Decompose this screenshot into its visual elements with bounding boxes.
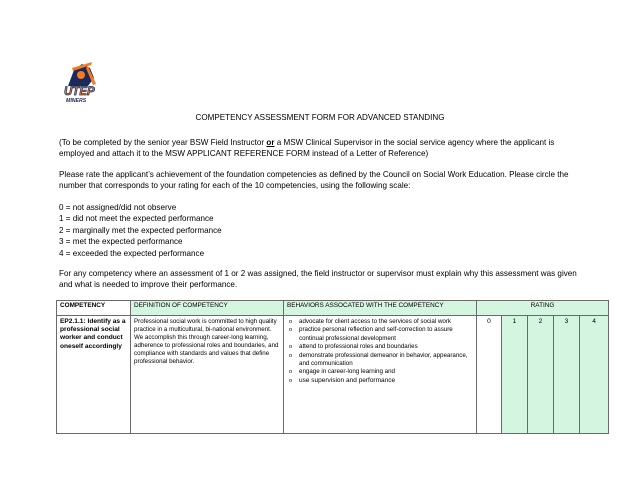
- scale-item: 3 = met the expected performance: [59, 237, 183, 247]
- behavior-item: o use supervision and performance: [287, 377, 473, 385]
- scale-item: 0 = not assigned/did not observe: [59, 203, 177, 212]
- definition-cell: Professional social work is committed to high quality practice in a multicultural, bi-national environment. We accomplish this through career-long learning, adherence to professional roles and boundaries, and compliance with standards and values that define professional behavior.: [131, 316, 284, 434]
- header-rating: RATING: [477, 301, 609, 316]
- utep-miners-logo: [58, 56, 104, 104]
- competency-cell: EP2.1.1: Identify as a professional social worker and conduct oneself accordingly: [57, 316, 131, 434]
- rating-instructions: Please rate the applicant’s achievement of the foundation competencies as defined by the Council on Social Work Education. Please circle the number that corresponds to your rating for each of the 10 competencies, using the following scale:: [59, 170, 569, 190]
- competency-table: [56, 300, 609, 434]
- rating-0[interactable]: 0: [477, 316, 502, 434]
- header-definition: DEFINITION OF COMPETENCY: [131, 301, 284, 316]
- rating-scale: [59, 202, 584, 259]
- behavior-item: o engage in career-long learning and: [287, 368, 473, 376]
- behavior-item: o advocate for client access to the services of social work: [287, 318, 473, 326]
- rating-2[interactable]: 2: [528, 316, 554, 434]
- svg-text:MINERS: MINERS: [66, 98, 87, 104]
- rating-1[interactable]: 1: [502, 316, 528, 434]
- rating-3[interactable]: 3: [554, 316, 580, 434]
- scale-item: 4 = exceeded the expected performance: [59, 248, 205, 258]
- behavior-item: o practice personal reflection and self-correction to assure continual professional development: [287, 326, 473, 343]
- behaviors-cell: [284, 316, 477, 434]
- behavior-item: o attend to professional roles and boundaries: [287, 343, 473, 351]
- rating-4[interactable]: 4: [580, 316, 609, 434]
- header-behaviors: BEHAVIORS ASSOCATED WITH THE COMPETENCY: [284, 301, 477, 316]
- behavior-item: o demonstrate professional demeanor in behavior, appearance, and communication: [287, 352, 473, 369]
- table-header-row: [57, 301, 609, 316]
- table-row: [57, 316, 609, 434]
- intro-paragraph: (To be completed by the senior year BSW Field Instructor or a MSW Clinical Supervisor in the social service agency where the applicant is employed and attach it to the MSW APPLICANT REFERENCE FORM instead of a Letter of Reference): [59, 138, 555, 158]
- scale-item: 1 = did not meet the expected performance: [59, 214, 214, 224]
- scale-item: 2 = marginally met the expected performance: [59, 225, 222, 235]
- form-title: COMPETENCY ASSESSMENT FORM FOR ADVANCED STANDING: [195, 113, 445, 122]
- svg-text:UTEP: UTEP: [64, 86, 95, 98]
- explanation-note: For any competency where an assessment of 1 or 2 was assigned, the field instructor or supervisor must explain why this assessment was given and what is needed to improve their performance.: [59, 269, 577, 289]
- header-competency: COMPETENCY: [57, 301, 131, 316]
